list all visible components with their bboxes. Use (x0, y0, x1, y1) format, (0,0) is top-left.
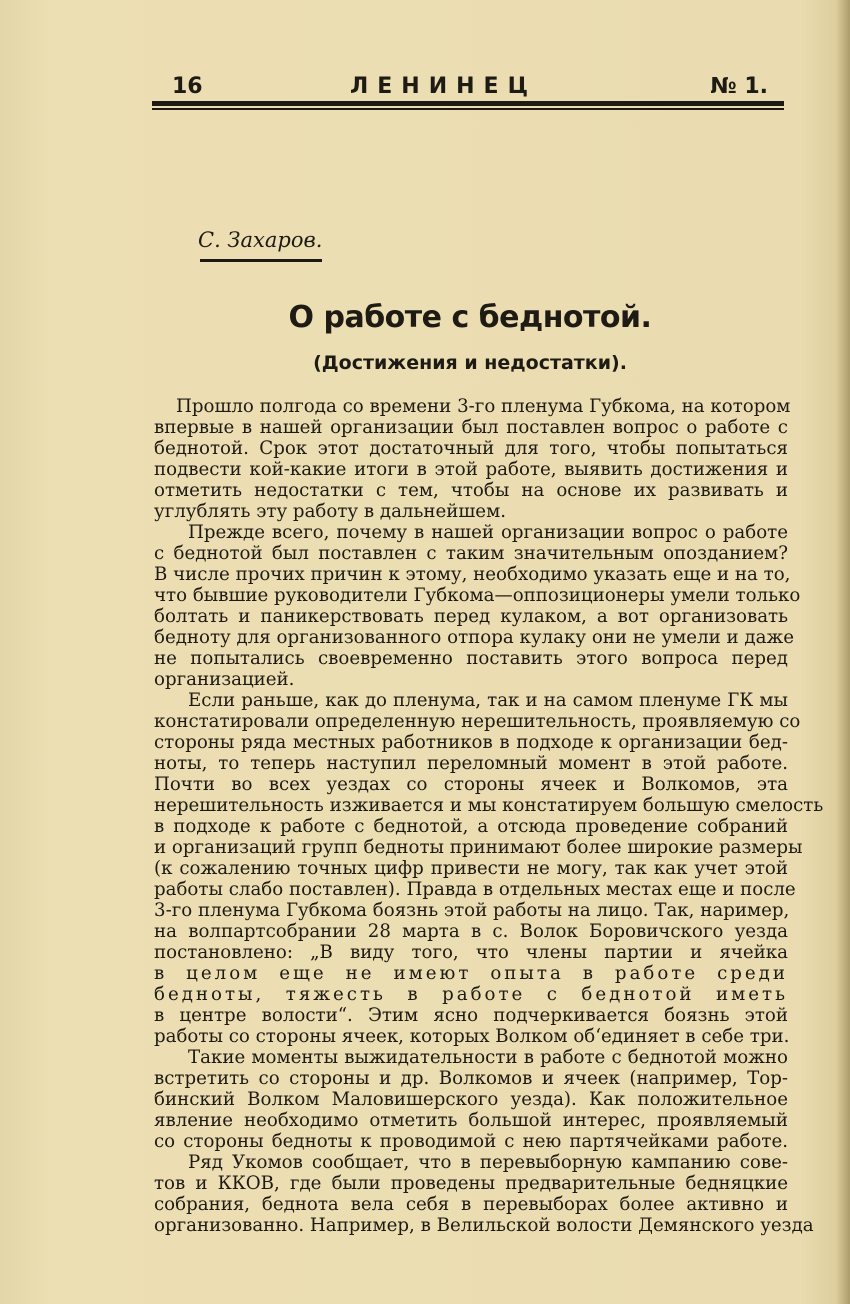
body-line: В числе прочих причин к этому, необходимо указать еще и на то, (154, 564, 791, 585)
author-underline (200, 259, 322, 262)
body-line: Прошло полгода со времени 3-го пленума Губкома, на котором (176, 396, 791, 417)
author-name: С. Захаров. (198, 228, 323, 252)
body-line: Если раньше, как до пленума, так и на самом пленуме ГК мы (188, 690, 788, 711)
body-line: отметить недостатки с тем, чтобы на основе их развивать и (154, 480, 788, 501)
body-line: что бывшие руководители Губкома—оппозиционеры умели только (154, 585, 801, 606)
body-line: бедноты, тяжесть в работе с беднотой иметь (154, 984, 788, 1005)
article-subtitle: (Достижения и недостатки). (313, 352, 627, 374)
issue-number: № 1. (710, 74, 768, 99)
body-line: беднотой. Срок этот достаточный для того, чтобы попытаться (154, 438, 788, 459)
page-number: 16 (172, 74, 203, 99)
body-line: углублять эту работу в дальнейшем. (154, 501, 506, 522)
body-line: бинский Волком Маловишерского уезда). Как положительное (154, 1089, 788, 1110)
body-line: Прежде всего, почему в нашей организации вопрос о работе (188, 522, 788, 543)
body-line: работы со стороны ячеек, которых Волком об‘единяет в себе три. (154, 1026, 790, 1047)
body-line: организацией. (154, 669, 295, 690)
body-line: в целом еще не имеют опыта в работе среди (154, 963, 788, 984)
running-header (172, 74, 786, 100)
body-line: и организаций групп бедноты принимают более широкие размеры (154, 837, 803, 858)
body-line: не попытались своевременно поставить этого вопроса перед (154, 648, 788, 669)
body-line: впервые в нашей организации был поставлен вопрос о работе с (154, 417, 788, 438)
body-line: ноты, то теперь наступил переломный момент в этой работе. (154, 753, 788, 774)
body-line: Почти во всех уездах со стороны ячеек и Волкомов, эта (154, 774, 788, 795)
body-line: констатировали определенную нерешительность, проявляемую со (154, 711, 801, 732)
body-line: болтать и паникерствовать перед кулаком, а вот организовать (154, 606, 788, 627)
body-line: со стороны бедноты к проводимой с нею партячейками работе. (154, 1131, 788, 1152)
article-title: О работе с беднотой. (288, 300, 652, 335)
body-line: бедноту для организованного отпора кулаку они не умели и даже (154, 627, 794, 648)
body-line: постановлено: „В виду того, что члены партии и ячейка (154, 942, 788, 963)
body-line: стороны ряда местных работников в подходе к организации бед- (154, 732, 788, 753)
body-line: Ряд Укомов сообщает, что в перевыборную кампанию сове- (188, 1152, 788, 1173)
body-line: с беднотой был поставлен с таким значительным опозданием? (154, 543, 788, 564)
header-rule-thin (152, 108, 784, 110)
body-line: организованно. Например, в Велильской волости Демянского уезда (154, 1215, 814, 1236)
body-line: встретить со стороны и др. Волкомов и ячеек (например, Тор- (154, 1068, 788, 1089)
body-line: в центре волости“. Этим ясно подчеркивается боязнь этой (154, 1005, 788, 1026)
body-line: собрания, беднота вела себя в перевыборах более активно и (154, 1194, 788, 1215)
body-line: подвести кой-какие итоги в этой работе, выявить достижения и (154, 459, 788, 480)
body-line: 3-го пленума Губкома боязнь этой работы на лицо. Так, наример, (154, 900, 790, 921)
body-line: (к сожалению точных цифр привести не могу, так как учет этой (154, 858, 788, 879)
body-line: тов и ККОВ, где были проведены предварительные бедняцкие (154, 1173, 788, 1194)
header-rule-thick (152, 101, 784, 106)
body-line: работы слабо поставлен). Правда в отдельных местах еще и после (154, 879, 796, 900)
body-line: явление необходимо отметить большой интерес, проявляемый (154, 1110, 788, 1131)
body-line: в подходе к работе с беднотой, а отсюда проведение собраний (154, 816, 788, 837)
journal-title: ЛЕНИНЕЦ (350, 74, 537, 99)
body-line: на волпартсобрании 28 марта в с. Волок Боровичского уезда (154, 921, 788, 942)
body-line: Такие моменты выжидательности в работе с беднотой можно (188, 1047, 788, 1068)
body-line: нерешительность изживается и мы констатируем большую смелость (154, 795, 824, 816)
